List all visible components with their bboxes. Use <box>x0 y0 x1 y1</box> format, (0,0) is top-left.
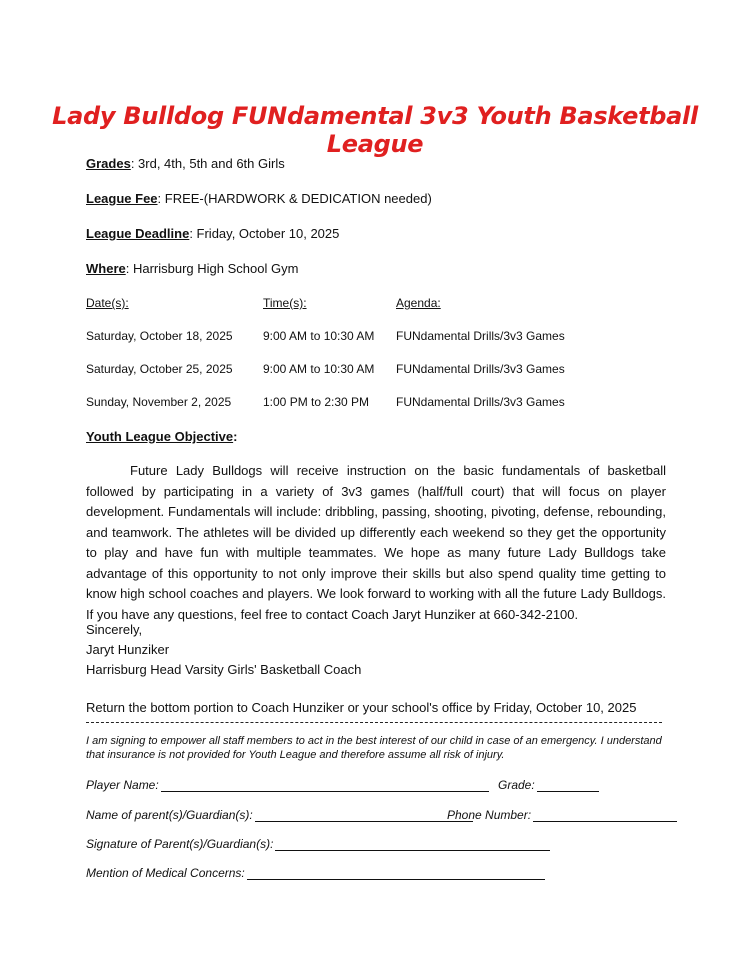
schedule-row-2-date: Saturday, October 25, 2025 <box>86 362 233 376</box>
schedule-row-1-time: 9:00 AM to 10:30 AM <box>263 329 375 343</box>
disclaimer: I am signing to empower all staff members to act in the best interest of our child in case of an emergency. I understand that insurance is not provided for Youth League and therefore assume all risk of injury. <box>86 735 662 761</box>
signer-role: Harrisburg Head Varsity Girls' Basketball Coach <box>86 662 362 677</box>
player-name-field[interactable] <box>161 779 489 792</box>
phone-row <box>447 808 677 822</box>
signature-row <box>86 837 550 851</box>
signature-field[interactable] <box>275 838 550 851</box>
grade-row <box>498 778 599 792</box>
objective-heading <box>86 429 237 444</box>
player-name-row <box>86 778 489 792</box>
grades-value: : 3rd, 4th, 5th and 6th Girls <box>130 156 285 171</box>
closing: Sincerely, <box>86 622 143 637</box>
fee-value: : FREE-(HARDWORK & DEDICATION needed) <box>157 191 432 206</box>
objective-heading-colon: : <box>233 429 238 444</box>
schedule-row-3-time: 1:00 PM to 2:30 PM <box>263 395 370 409</box>
objective-text: Future Lady Bulldogs will receive instruction on the basic fundamentals of basketball followed by participating in a variety of 3v3 games (half/full court) that will focus on player development. Fundamentals will include: dribbling, passing, shooting, pivoting, defense, rebounding, and teamwork. The athletes will be divided up differently each weekend so they get the opportunity to play and have fun with multiple teammates. We hope as many future Lady Bulldogs take advantage of this opportunity to not only improve their skills but also spend quality time getting to know high school coaches and players. We look forward to working with all the future Lady Bulldogs. If you have any questions, feel free to contact Coach Jaryt Hunziker at 660-342-2100. <box>86 463 666 622</box>
schedule-row-1-agenda: FUNdamental Drills/3v3 Games <box>396 329 565 343</box>
deadline-line <box>86 226 339 241</box>
signer-name: Jaryt Hunziker <box>86 642 170 657</box>
grades-label: Grades <box>86 156 131 171</box>
schedule-row-3-date: Sunday, November 2, 2025 <box>86 395 232 409</box>
cut-line-divider <box>86 722 662 723</box>
grade-field[interactable] <box>537 779 599 792</box>
where-value: : Harrisburg High School Gym <box>125 261 299 276</box>
where-label: Where <box>86 261 126 276</box>
medical-label: Mention of Medical Concerns: <box>86 866 245 880</box>
grade-label: Grade: <box>498 778 535 792</box>
objective-heading-text: Youth League Objective <box>86 429 234 444</box>
grades-line <box>86 156 285 171</box>
schedule-header-agenda: Agenda: <box>396 296 441 310</box>
player-name-label: Player Name: <box>86 778 159 792</box>
page-title: Lady Bulldog FUNdamental 3v3 Youth Basketball League <box>52 102 698 158</box>
return-note: Return the bottom portion to Coach Hunziker or your school's office by Friday, October 10, 2025 <box>86 700 637 715</box>
schedule-row-2-agenda: FUNdamental Drills/3v3 Games <box>396 362 565 376</box>
schedule-header-dates: Date(s): <box>86 296 129 310</box>
objective-paragraph <box>86 461 666 625</box>
parent-name-row <box>86 808 473 822</box>
parent-name-label: Name of parent(s)/Guardian(s): <box>86 808 253 822</box>
schedule-row-3-agenda: FUNdamental Drills/3v3 Games <box>396 395 565 409</box>
fee-line <box>86 191 432 206</box>
deadline-value: : Friday, October 10, 2025 <box>189 226 340 241</box>
parent-name-field[interactable] <box>255 809 473 822</box>
signature-label: Signature of Parent(s)/Guardian(s): <box>86 837 274 851</box>
schedule-row-2-time: 9:00 AM to 10:30 AM <box>263 362 375 376</box>
phone-label: Phone Number: <box>447 808 532 822</box>
medical-row <box>86 866 545 880</box>
fee-label: League Fee <box>86 191 158 206</box>
medical-field[interactable] <box>247 867 545 880</box>
schedule-row-1-date: Saturday, October 18, 2025 <box>86 329 233 343</box>
deadline-label: League Deadline <box>86 226 190 241</box>
where-line <box>86 261 298 276</box>
phone-field[interactable] <box>533 809 677 822</box>
schedule-header-times: Time(s): <box>263 296 307 310</box>
